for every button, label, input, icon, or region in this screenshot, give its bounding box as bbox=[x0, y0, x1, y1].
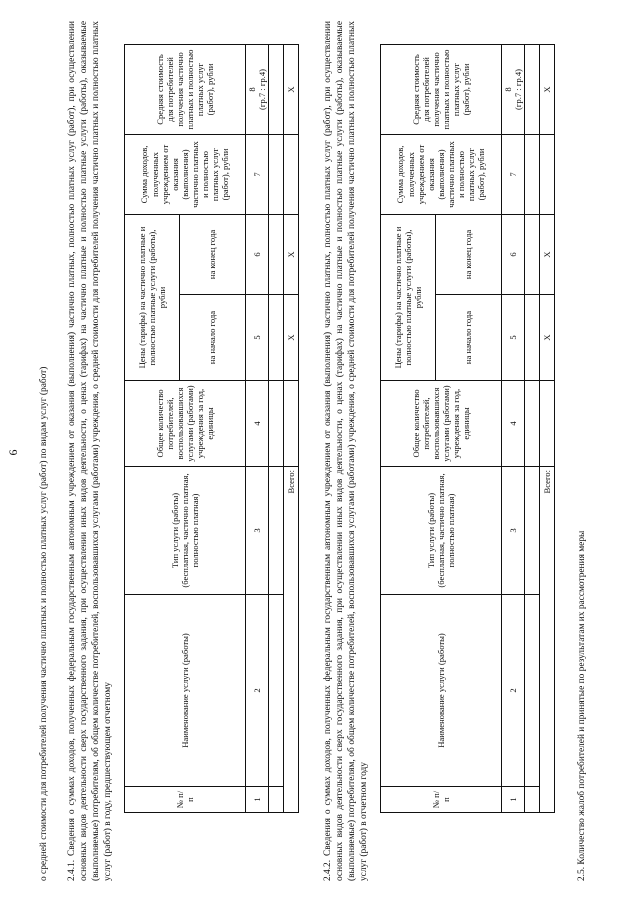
column-number: 4 bbox=[246, 381, 269, 467]
section-2-4-1-text: 2.4.1. Сведения о суммах доходов, полученных федеральным государственным автономным учреждением от оказания (выполнения) частично платных, полностью платных услуг (работ), при осуществлении основных видов деятельности сверх государственного задания, при осуществлении иных видов деятельности, о ценах (тарифах) на частично платные и полностью платные услуги (работы), оказываемые (выполняемые) потребителям, об общем количестве потребителей, воспользовавшихся услугами (работами) учреждения, о средней стоимости для потребителей получения частично платных и полностью платных услуг (работ) в году, предшествующем отчетному bbox=[67, 21, 114, 881]
header-price-start: на начало года bbox=[180, 295, 246, 381]
column-number: 8 bbox=[247, 87, 257, 92]
x-mark: X bbox=[284, 214, 299, 294]
empty-cell bbox=[269, 787, 284, 813]
column-number: 1 bbox=[246, 787, 269, 813]
empty-cell bbox=[525, 595, 540, 787]
header-service-name: Наименование услуги (работы) bbox=[381, 595, 502, 787]
empty-cell bbox=[540, 381, 555, 467]
column-number: 6 bbox=[502, 214, 525, 294]
empty-cell bbox=[269, 44, 284, 134]
empty-cell bbox=[525, 44, 540, 134]
x-mark: X bbox=[284, 295, 299, 381]
empty-cell bbox=[269, 134, 284, 214]
header-income-sum: Сумма доходов, полученных учреждением от оказания (выполнения) частично платных и полностью платных услуг (работ), рубли bbox=[125, 134, 246, 214]
column-number: 5 bbox=[502, 295, 525, 381]
section-2-5-text: 2.5. Количество жалоб потребителей и принятые по результатам их рассмотрения меры bbox=[577, 530, 587, 881]
empty-cell bbox=[525, 467, 540, 595]
empty-cell bbox=[269, 295, 284, 381]
table-2-4-2 bbox=[380, 44, 555, 813]
empty-cell bbox=[525, 295, 540, 381]
column-number: 1 bbox=[502, 787, 525, 813]
column-formula: (гр.7 : гр.4) bbox=[257, 69, 268, 110]
header-service-type: Тип услуги (работы) (бесплатная, частично платная, полностью платная) bbox=[381, 467, 502, 595]
column-number: 8 bbox=[503, 87, 513, 92]
header-consumer-count: Общее количество потребителей, воспользовавшихся услугами (работами) учреждения за год, единицы bbox=[125, 381, 246, 467]
column-number: 4 bbox=[502, 381, 525, 467]
empty-cell bbox=[284, 134, 299, 214]
x-mark: X bbox=[284, 44, 299, 134]
header-prices: Цены (тарифы) на частично платные и полностью платные услуги (работы), рубли bbox=[381, 214, 436, 380]
empty-cell bbox=[269, 214, 284, 294]
empty-cell bbox=[525, 787, 540, 813]
page-number: 6 bbox=[6, 449, 20, 456]
total-label: Всего: bbox=[284, 467, 299, 813]
column-number: 6 bbox=[246, 214, 269, 294]
header-income-sum: Сумма доходов, полученных учреждением от оказания (выполнения) частично платных и полностью платных услуг (работ), рубли bbox=[381, 134, 502, 214]
x-mark: X bbox=[540, 44, 555, 134]
column-number: 5 bbox=[246, 295, 269, 381]
table-2-4-1 bbox=[124, 44, 299, 813]
column-number: 7 bbox=[246, 134, 269, 214]
column-number-8 bbox=[246, 44, 269, 134]
column-number: 7 bbox=[502, 134, 525, 214]
header-consumer-count: Общее количество потребителей, воспользовавшихся услугами (работами) учреждения за год, единицы bbox=[381, 381, 502, 467]
empty-cell bbox=[525, 214, 540, 294]
header-average-cost: Средняя стоимость для потребителей получения частично платных и полностью платных услуг (работ), рубли bbox=[381, 44, 502, 134]
column-formula: (гр.7 : гр.4) bbox=[513, 69, 524, 110]
header-price-end: на конец года bbox=[180, 214, 246, 294]
column-number: 3 bbox=[502, 467, 525, 595]
empty-cell bbox=[525, 381, 540, 467]
column-number: 2 bbox=[246, 595, 269, 787]
x-mark: X bbox=[540, 214, 555, 294]
column-number: 3 bbox=[246, 467, 269, 595]
empty-cell bbox=[284, 381, 299, 467]
section-2-4-2-text: 2.4.2. Сведения о суммах доходов, полученных федеральным государственным автономным учреждением от оказания (выполнения) частично платных, полностью платных услуг (работ), при осуществлении основных видов деятельности сверх государственного задания, при осуществлении иных видов деятельности, о ценах (тарифах) на частично платные и полностью платные услуги (работы), оказываемые (выполняемые) потребителям, об общем количестве потребителей, воспользовавшихся услугами (работами) учреждения, о средней стоимости для потребителей получения частично платных и полностью платных услуг (работ) в отчетном году bbox=[323, 21, 370, 881]
header-average-cost: Средняя стоимость для потребителей получения частично платных и полностью платных услуг (работ), рубли bbox=[125, 44, 246, 134]
x-mark: X bbox=[540, 295, 555, 381]
column-number: 2 bbox=[502, 595, 525, 787]
total-label: Всего: bbox=[540, 467, 555, 813]
header-no: № п/п bbox=[381, 787, 502, 813]
header-price-start: на начало года bbox=[436, 295, 502, 381]
header-price-end: на конец года bbox=[436, 214, 502, 294]
column-number-8 bbox=[502, 44, 525, 134]
empty-cell bbox=[269, 595, 284, 787]
empty-cell bbox=[269, 381, 284, 467]
header-service-name: Наименование услуги (работы) bbox=[125, 595, 246, 787]
empty-cell bbox=[540, 134, 555, 214]
empty-cell bbox=[269, 467, 284, 595]
header-service-type: Тип услуги (работы) (бесплатная, частично платная, полностью платная) bbox=[125, 467, 246, 595]
header-no: № п/п bbox=[125, 787, 246, 813]
empty-cell bbox=[525, 134, 540, 214]
intro-text: о средней стоимости для потребителей получения частично платных и полностью платных услуг (работ) по видам услуг (работ) bbox=[39, 366, 49, 881]
header-prices: Цены (тарифы) на частично платные и полностью платные услуги (работы), рубли bbox=[125, 214, 180, 380]
